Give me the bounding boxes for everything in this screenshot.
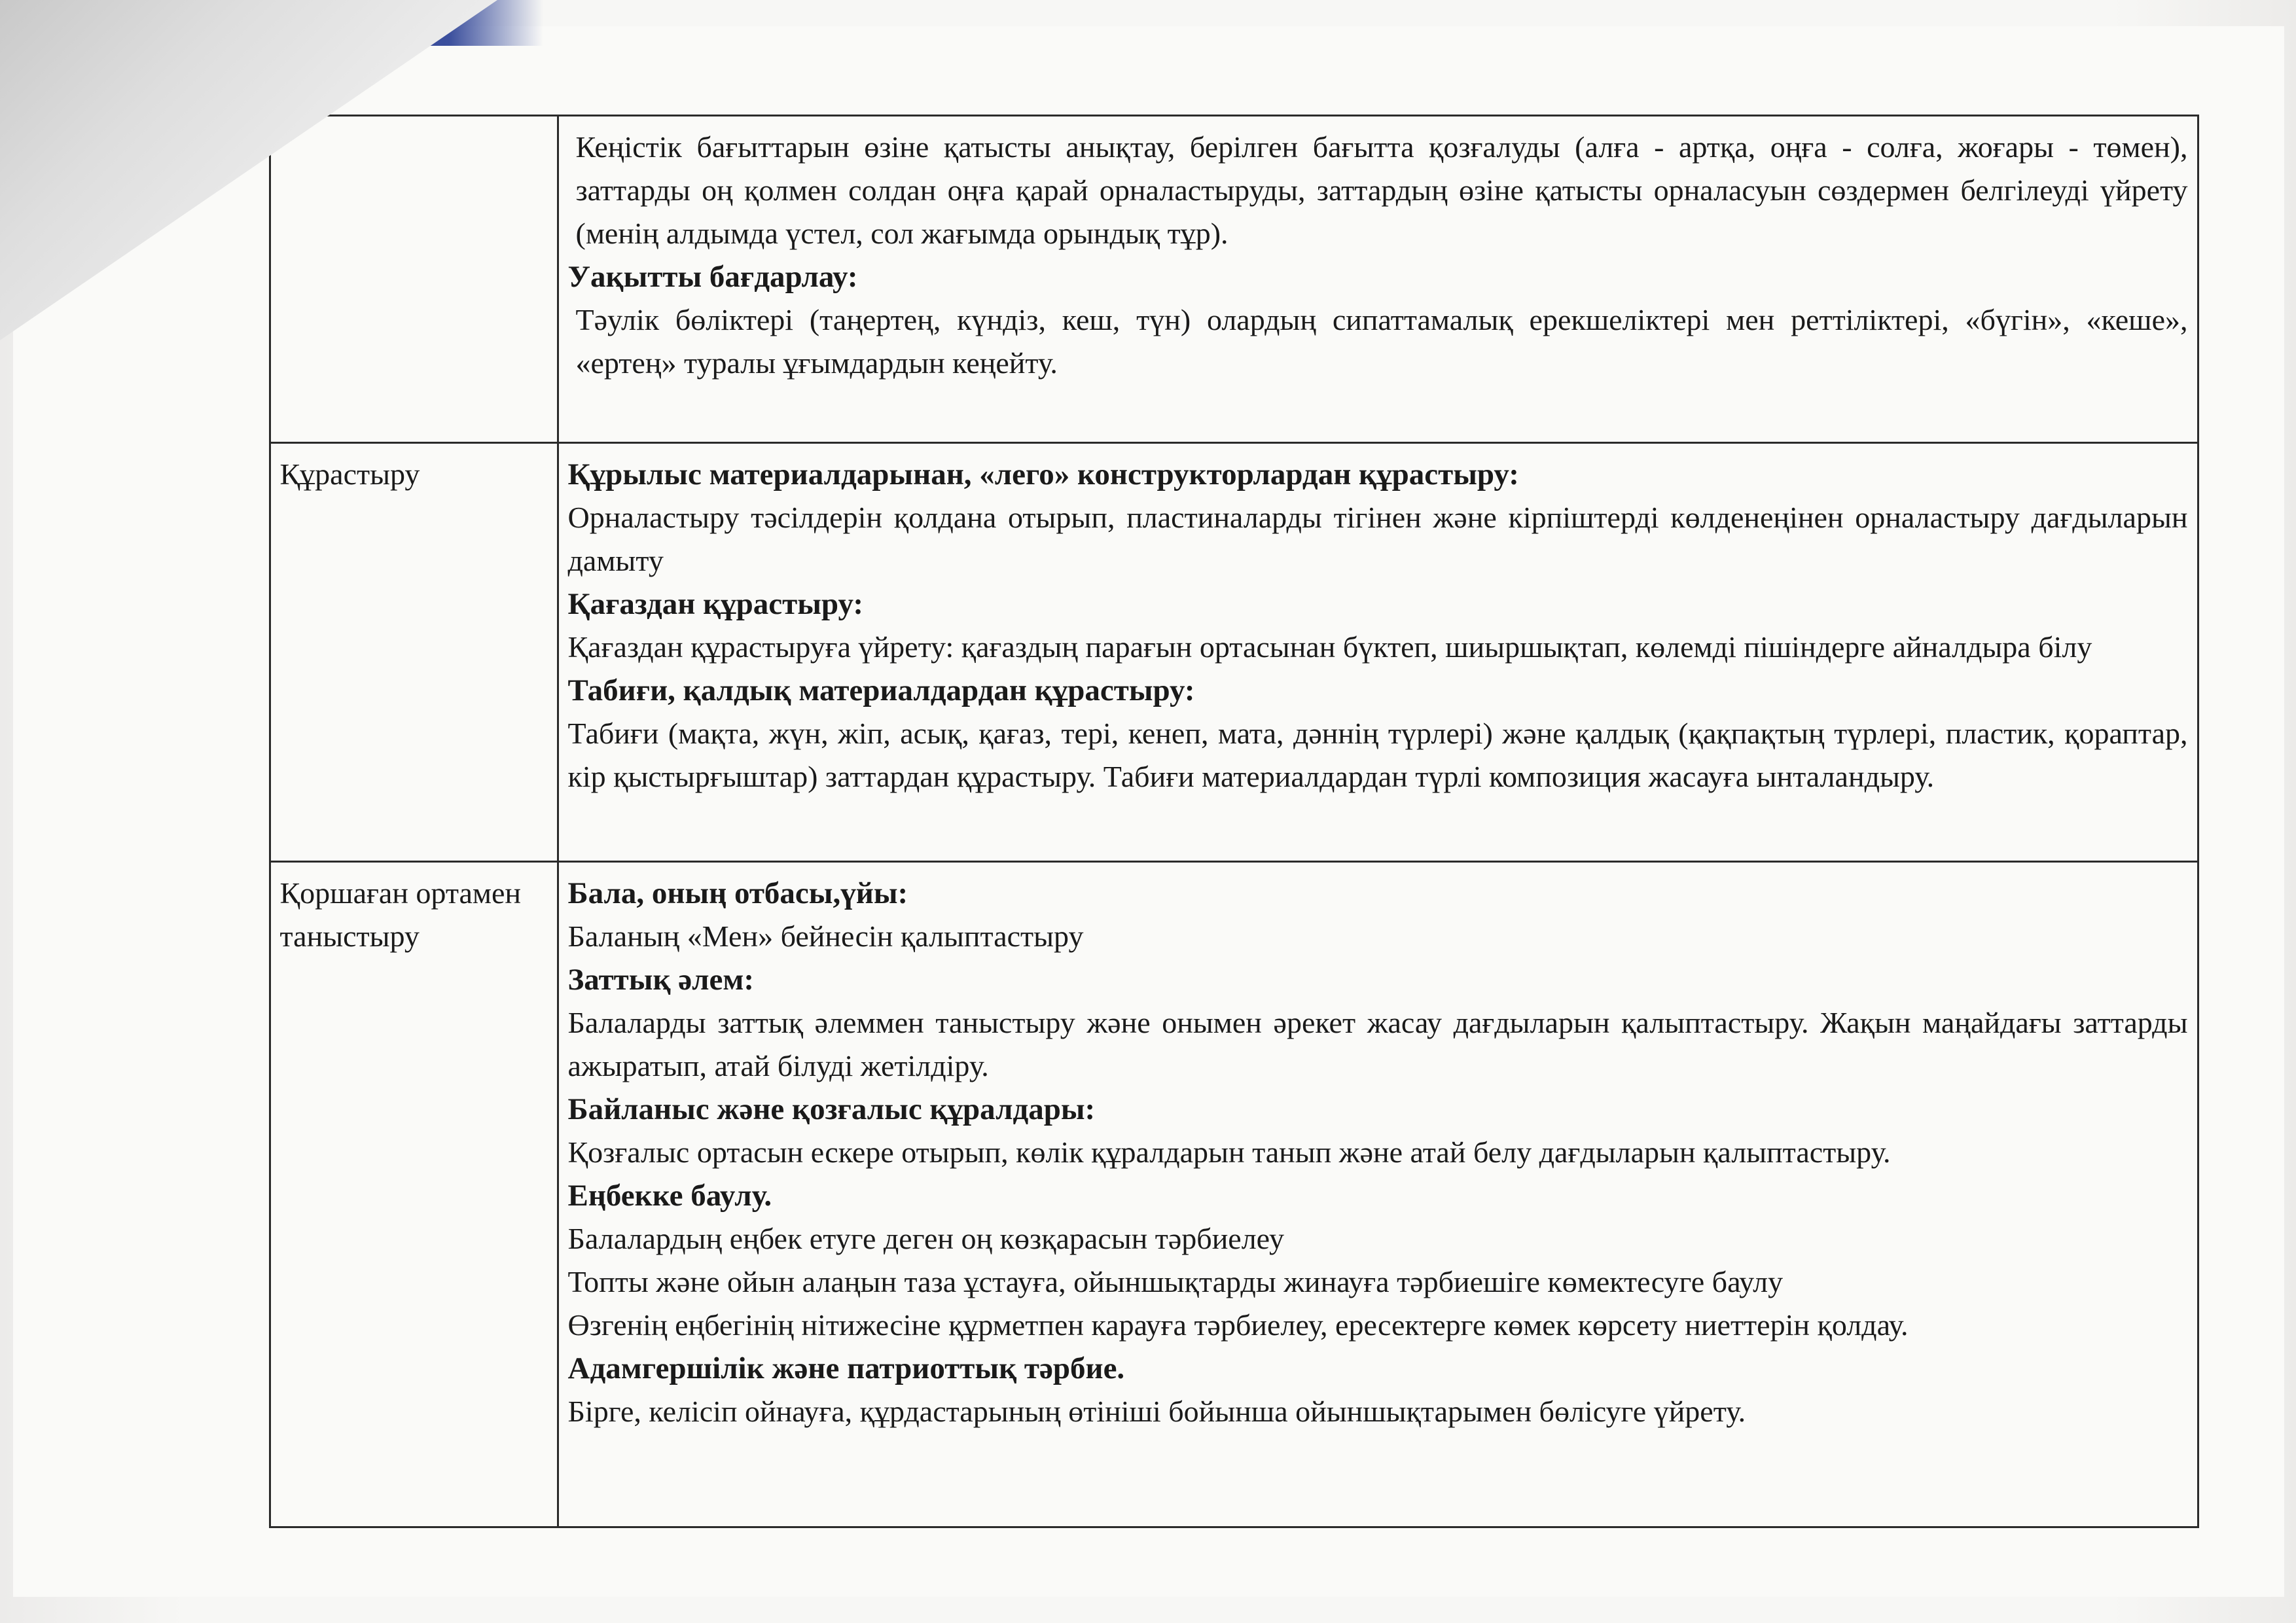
paragraph: Өзгенің еңбегінің нітижесіне құрметпен карауға тәрбиелеу, ересектерге көмек көрсету ниеттерін қолдау. [567, 1308, 1909, 1342]
section-cell [270, 116, 558, 443]
section-cell: Құрастыру [270, 443, 558, 862]
paragraph: Топты және ойын алаңын таза ұстауға, ойыншықтарды жинауға тәрбиешіге көмектесуге баулу [567, 1265, 1784, 1298]
subheading: Бала, оның отбасы,үйы: [567, 876, 908, 910]
subheading: Заттық әлем: [567, 963, 755, 997]
subheading: Уақытты бағдарлау: [567, 260, 858, 294]
paragraph: Орналастыру тәсілдерін қолдана отырып, пластиналарды тігінен және кірпіштерді көлденеңінен орналастыру дағдыларын дамыту [567, 501, 2188, 577]
subheading: Қағаздан құрастыру: [567, 587, 863, 621]
subheading: Табиғи, қалдық материалдардан құрастыру: [567, 673, 1195, 707]
paragraph: Қозғалыс ортасын ескере отырып, көлік құралдарын танып және атай белу дағдыларын қалыптастыру. [567, 1135, 1891, 1169]
paragraph: Баланың «Мен» бейнесін қалыптастыру [567, 919, 1084, 953]
table-row [27, 116, 2198, 443]
content-cell [558, 443, 2198, 862]
paragraph: Тәулік бөліктері (таңертең, күндіз, кеш, түн) олардың сипаттамалық ерекшеліктері мен реттіліктері, «бүгін», «кеше», «ертең» туралы ұғымдардын кеңейту. [575, 303, 2188, 380]
subheading: Байланыс және қозғалыс құралдары: [567, 1092, 1096, 1126]
section-cell: Қоршаған ортамен таныстыру [270, 862, 558, 1527]
paragraph: Бірге, келісіп ойнауға, құрдастарының өтініші бойынша ойыншықтарымен бөлісуге үйрету. [567, 1395, 1746, 1428]
subheading: Адамгершілік және патриоттық тәрбие. [567, 1351, 1125, 1385]
paragraph: Кеңістік бағыттарын өзіне қатысты анықтау, берілген бағытта қозғалуды (алға - артқа, оңға - солға, жоғары - төмен), заттарды оң қолмен солдан оңға қарай орналастыруды, заттардың өзіне қатысты орналасуын сөздермен белгілеуді үйрету (менің алдымда үстел, сол жағымда орындық тұр). [575, 130, 2188, 250]
table-row [27, 862, 2198, 1527]
paragraph: Балалардың еңбек етуге деген оң көзқарасын тәрбиелеу [567, 1222, 1284, 1255]
table-row [27, 443, 2198, 862]
margin-cell [27, 116, 270, 1527]
paragraph: Қағаздан құрастыруға үйрету: қағаздың парағын ортасынан бүктеп, шиыршықтап, көлемді пішіндерге айналдыра білу [567, 630, 2092, 664]
curriculum-table [27, 115, 2199, 1528]
paragraph: Балаларды заттық әлеммен таныстыру және онымен әрекет жасау дағдыларын қалыптастыру. Жақын маңайдағы заттарды ажыратып, атай білуді жетілдіру. [567, 1006, 2188, 1082]
subheading: Құрылыс материалдарынан, «лего» конструкторлардан құрастыру: [567, 457, 1519, 491]
content-cell [558, 862, 2198, 1527]
paragraph: Табиғи (мақта, жүн, жіп, асық, қағаз, тері, кенеп, мата, дәннің түрлері) және қалдық (қақпақтың түрлері, пластик, қораптар, кір қыстырғыштар) заттардан құрастыру. Табиғи материалдардан түрлі композиция жасауға ынталандыру. [567, 717, 2188, 793]
subheading: Еңбекке баулу. [567, 1179, 772, 1213]
content-cell [558, 116, 2198, 443]
